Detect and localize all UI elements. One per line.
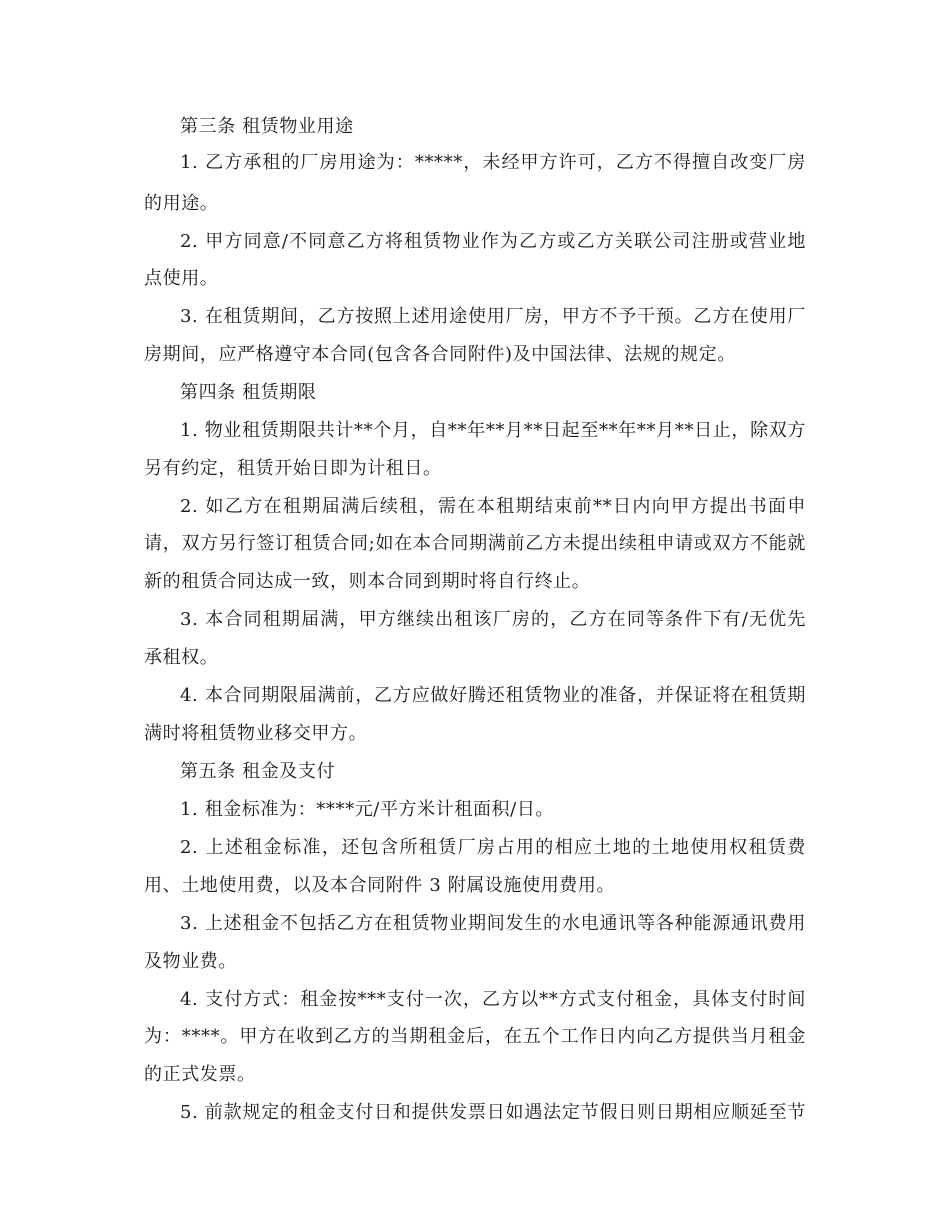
paragraph-line: 承租权。 — [144, 647, 219, 668]
paragraph-line: 3. 上述租金不包括乙方在租赁物业期间发生的水电通讯等各种能源通讯费用 — [180, 913, 806, 934]
paragraph-line: 1. 租金标准为：****元/平方米计租面积/日。 — [180, 799, 555, 820]
paragraph-line: 用、土地使用费，以及本合同附件 3 附属设施使用费用。 — [144, 875, 616, 896]
paragraph-line: 请，双方另行签订租赁合同;如在本合同期满前乙方未提出续租申请或双方不能就 — [144, 533, 806, 554]
paragraph-line: 1. 乙方承租的厂房用途为：*****，未经甲方许可，乙方不得擅自改变厂房 — [180, 152, 806, 173]
paragraph-line: 满时将租赁物业移交甲方。 — [144, 723, 368, 744]
paragraph-line: 2. 上述租金标准，还包含所租赁厂房占用的相应土地的土地使用权租赁费 — [180, 837, 806, 858]
paragraph-line: 的正式发票。 — [144, 1064, 256, 1085]
section-heading-4: 第四条 租赁期限 — [180, 382, 317, 403]
paragraph-line: 4. 本合同期限届满前，乙方应做好腾还租赁物业的准备，并保证将在租赁期 — [180, 685, 806, 706]
paragraph-line: 3. 本合同租期届满，甲方继续出租该厂房的，乙方在同等条件下有/无优先 — [180, 609, 806, 630]
paragraph-line: 2. 甲方同意/不同意乙方将租赁物业作为乙方或乙方关联公司注册或营业地 — [180, 231, 806, 252]
paragraph-line: 4. 支付方式：租金按***支付一次，乙方以**方式支付租金，具体支付时间 — [180, 989, 806, 1010]
paragraph-line: 的用途。 — [144, 193, 219, 214]
paragraph-line: 5. 前款规定的租金支付日和提供发票日如遇法定节假日则日期相应顺延至节 — [180, 1102, 806, 1123]
paragraph-line: 新的租赁合同达成一致，则本合同到期时将自行终止。 — [144, 571, 591, 592]
paragraph-line: 另有约定，租赁开始日即为计租日。 — [144, 458, 442, 479]
section-heading-3: 第三条 租赁物业用途 — [180, 116, 354, 137]
paragraph-line: 1. 物业租赁期限共计**个月，自**年**月**日起至**年**月**日止，除双方 — [180, 420, 806, 441]
paragraph-line: 2. 如乙方在租期届满后续租，需在本租期结束前**日内向甲方提出书面申 — [180, 496, 806, 517]
paragraph-line: 房期间，应严格遵守本合同(包含各合同附件)及中国法律、法规的规定。 — [144, 344, 736, 365]
paragraph-line: 为：****。甲方在收到乙方的当期租金后，在五个工作日内向乙方提供当月租金 — [144, 1026, 806, 1047]
paragraph-line: 3. 在租赁期间，乙方按照上述用途使用厂房，甲方不予干预。乙方在使用厂 — [180, 306, 806, 327]
paragraph-line: 点使用。 — [144, 268, 219, 289]
section-heading-5: 第五条 租金及支付 — [180, 761, 336, 782]
paragraph-line: 及物业费。 — [144, 951, 237, 972]
